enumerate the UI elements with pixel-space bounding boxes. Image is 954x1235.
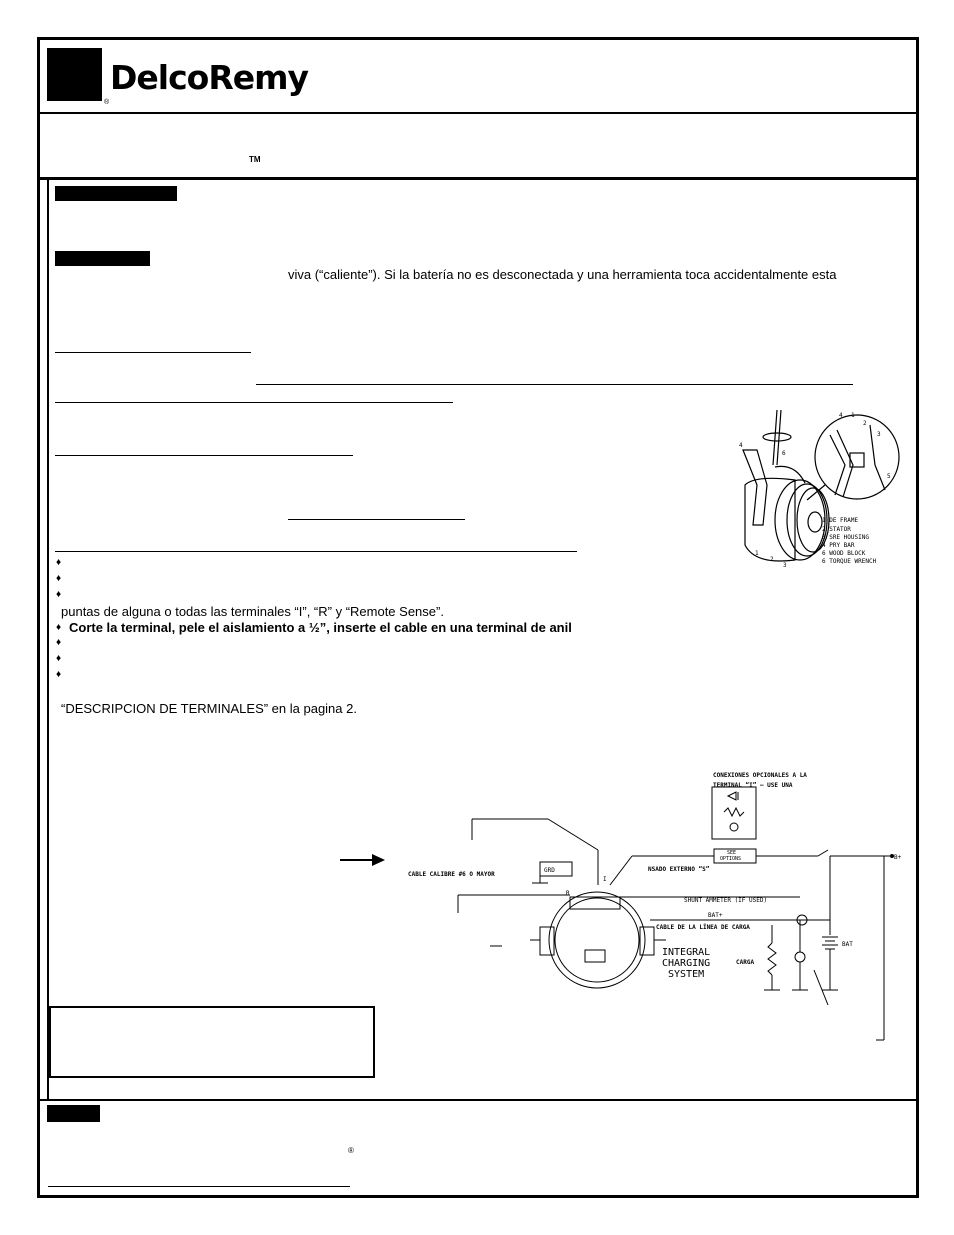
note-box (49, 1006, 375, 1078)
bullet-7: ♦ (56, 669, 62, 680)
svg-text:3: 3 (783, 562, 787, 569)
b-plus-label: B+ (894, 854, 902, 861)
grd-label: GRD (544, 867, 555, 874)
footer-registered-mark: ® (348, 1146, 354, 1155)
underline-2 (256, 384, 853, 385)
see-options-label-1: SEE (727, 850, 737, 856)
svg-text:5: 5 (887, 473, 891, 480)
underline-1 (55, 352, 251, 353)
text-line-corte: Corte la terminal, pele el aislamiento a ½”, inserte el cable en una terminal de anil (69, 620, 572, 635)
alternator-figure (735, 405, 905, 570)
text-line-caliente: viva (“caliente”). Si la batería no es desconectada y una herramienta toca accidentalmente esta (288, 267, 837, 282)
header-divider (37, 112, 916, 114)
title-divider (37, 177, 916, 180)
part-item: 2 STATOR (822, 526, 851, 533)
svg-text:4: 4 (839, 412, 843, 419)
text-line-descripcion: “DESCRIPCION DE TERMINALES” en la pagina 2. (61, 701, 357, 716)
bat-plus-label: BAT+ (708, 912, 723, 919)
section-tab-footer (47, 1105, 100, 1122)
bullet-2: ♦ (56, 573, 62, 584)
see-options-label-2: OPTIONS (720, 856, 742, 862)
bullet-4: ♦ (56, 622, 62, 633)
pointer-arrow-icon (340, 853, 386, 867)
carga-label: CARGA (736, 959, 755, 966)
inner-left-rule (47, 180, 49, 1099)
load-line-label: CABLE DE LA LÍNEA DE CARGA (656, 924, 750, 931)
underline-footer (48, 1186, 350, 1187)
svg-text:1: 1 (851, 412, 855, 419)
part-item: 3 SRE HOUSING (822, 534, 869, 541)
underline-4 (55, 455, 353, 456)
underline-3 (55, 402, 453, 403)
svg-text:3: 3 (877, 431, 881, 438)
bat-label: BAT (842, 941, 853, 948)
terminal-r-label: R (566, 890, 570, 897)
logo-square (47, 48, 102, 101)
section-tab-2 (55, 251, 150, 266)
section-tab-1 (55, 186, 177, 201)
bullet-1: ♦ (56, 557, 62, 568)
part-item: 4 PRY BAR (822, 542, 855, 549)
optional-connections-label-2: TERMINAL “I” – USE UNA (713, 782, 793, 789)
shunt-label: SHUNT AMMETER (IF USED) (684, 897, 768, 904)
part-item: 1 DE FRAME (822, 517, 859, 524)
bullet-5: ♦ (56, 637, 62, 648)
underline-6 (55, 551, 577, 552)
trademark-mark: TM (249, 155, 261, 164)
svg-text:2: 2 (770, 556, 774, 563)
integral-label-1: INTEGRAL (662, 947, 711, 958)
bullet-6: ♦ (56, 653, 62, 664)
underline-5 (288, 519, 465, 520)
registered-mark: ® (104, 99, 110, 106)
svg-text:6: 6 (782, 450, 786, 457)
terminal-i-label: I (603, 876, 607, 883)
part-item: 6 TORQUE WRENCH (822, 558, 877, 565)
bullet-3: ♦ (56, 589, 62, 600)
wiring-diagram (400, 765, 910, 1055)
brand-logo: DelcoRemy (110, 58, 309, 97)
part-item: 6 WOOD BLOCK (822, 550, 866, 557)
svg-text:4: 4 (739, 442, 743, 449)
optional-connections-label-1: CONEXIONES OPCIONALES A LA (713, 772, 807, 779)
integral-label-3: SYSTEM (668, 969, 705, 980)
footer-divider (37, 1099, 916, 1101)
sensor-label: NSADO EXTERNO “S” (648, 866, 710, 873)
svg-text:1: 1 (755, 550, 759, 557)
text-line-puntas: puntas de alguna o todas las terminales “I”, “R” y “Remote Sense”. (61, 604, 444, 619)
cable-label: CABLE CALIBRE #6 O MAYOR (408, 871, 495, 878)
svg-text:2: 2 (863, 420, 867, 427)
integral-label-2: CHARGING (662, 958, 711, 969)
